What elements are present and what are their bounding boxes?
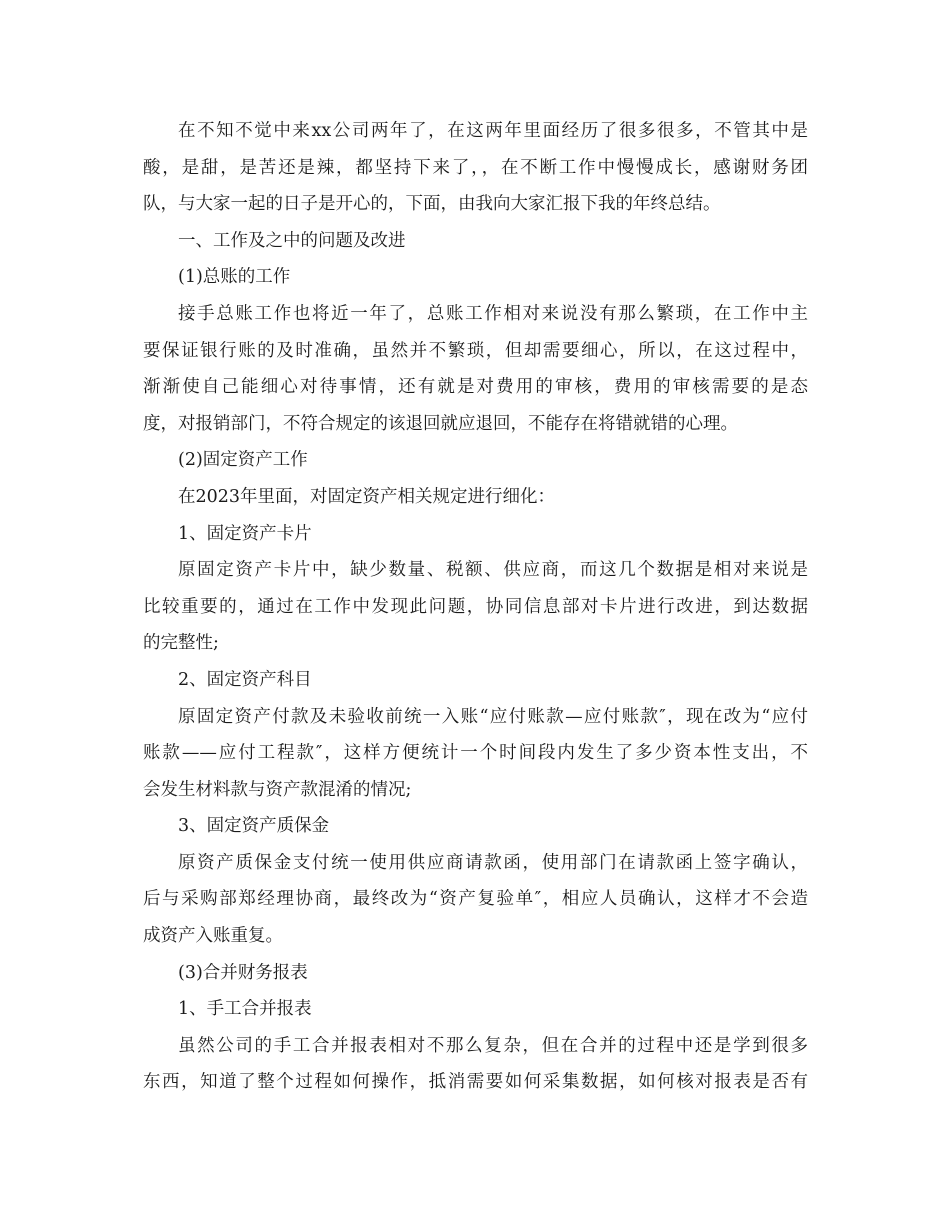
text-line: 接手总账工作也将近一年了，总账工作相对来说没有那么繁琐，在工作中主	[178, 303, 808, 324]
text-line: 的完整性;	[143, 633, 219, 654]
text-line: 后与采购部郑经理协商，最终改为“资产复验单″，相应人员确认，这样才不会造	[143, 889, 808, 910]
text-line: 1、手工合并报表	[178, 999, 312, 1020]
text-line: 在不知不觉中来xx公司两年了，在这两年里面经历了很多很多，不管其中是	[178, 121, 808, 141]
text-line: 账款——应付工程款″，这样方便统计一个时间段内发生了多少资本性支出，不	[143, 743, 808, 764]
text-line: 要保证银行账的及时准确，虽然并不繁琐，但却需要细心，所以，在这过程中，	[143, 340, 808, 361]
text-line: 3、固定资产质保金	[178, 816, 330, 837]
text-line: (2)固定资产工作	[178, 450, 308, 471]
text-line: 一、工作及之中的问题及改进	[178, 230, 406, 251]
text-line: 队，与大家一起的日子是开心的，下面，由我向大家汇报下我的年终总结。	[143, 194, 721, 215]
text-line: 1、固定资产卡片	[178, 523, 312, 544]
text-line: 东西，知道了整个过程如何操作，抵消需要如何采集数据，如何核对报表是否有	[143, 1072, 808, 1093]
text-line: 原资产质保金支付统一使用供应商请款函，使用部门在请款函上签字确认，	[178, 852, 808, 873]
document-body	[143, 113, 808, 1101]
text-line: 成资产入账重复。	[143, 926, 283, 947]
text-line: 虽然公司的手工合并报表相对不那么复杂，但在合并的过程中还是学到很多	[178, 1035, 808, 1056]
text-line: 比较重要的，通过在工作中发现此问题，协同信息部对卡片进行改进，到达数据	[143, 596, 808, 617]
text-line: 渐渐使自己能细心对待事情，还有就是对费用的审核，费用的审核需要的是态	[143, 377, 808, 398]
text-line: (1)总账的工作	[178, 267, 291, 288]
text-line: 在2023年里面，对固定资产相关规定进行细化：	[178, 486, 556, 507]
text-line: 会发生材料款与资产款混淆的情况;	[143, 779, 412, 800]
text-line: 酸，是甜，是苦还是辣，都坚持下来了，，在不断工作中慢慢成长，感谢财务团	[143, 157, 808, 178]
text-line: 度，对报销部门，不符合规定的该退回就应退回，不能存在将错就错的心理。	[143, 413, 738, 434]
text-line: 原固定资产卡片中，缺少数量、税额、供应商，而这几个数据是相对来说是	[178, 560, 808, 581]
text-line: (3)合并财务报表	[178, 962, 308, 983]
text-line: 原固定资产付款及未验收前统一入账“应付账款—应付账款″，现在改为“应付	[178, 706, 808, 727]
text-line: 2、固定资产科目	[178, 669, 312, 690]
